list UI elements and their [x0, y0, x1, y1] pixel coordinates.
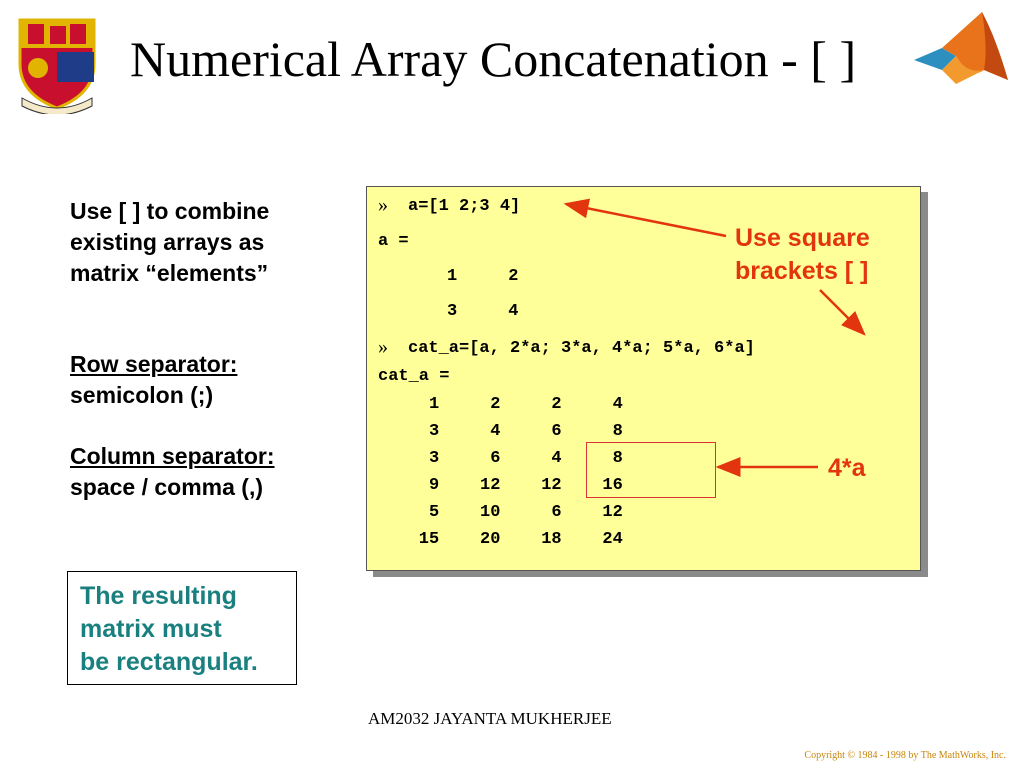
note-line-3: be rectangular.	[80, 648, 258, 676]
intro-line-1: Use [ ] to combine	[70, 198, 270, 224]
intro-line-2: existing arrays as	[70, 229, 265, 255]
row-separator-label: Row separator:	[70, 351, 238, 377]
callout-line-1: Use square	[735, 224, 870, 252]
output-cat-row: 1 2 2 4	[378, 395, 623, 414]
rectangular-note-box	[67, 571, 297, 685]
row-separator-text	[70, 349, 237, 411]
footer-author: AM2032 JAYANTA MUKHERJEE	[368, 709, 612, 728]
rectangular-note-text	[80, 580, 258, 679]
matlab-membrane-logo-icon	[912, 8, 1010, 98]
square-brackets-callout	[735, 222, 870, 288]
row-separator-value: semicolon (;)	[70, 382, 214, 408]
prompt-symbol-2: »	[378, 336, 388, 358]
output-a-row-2: 3 4	[447, 302, 519, 321]
intro-line-3: matrix “elements”	[70, 260, 269, 286]
output-label-cat-a: cat_a =	[378, 367, 450, 386]
column-separator-label: Column separator:	[70, 443, 275, 469]
prompt-symbol-1: »	[378, 194, 388, 216]
university-crest-icon	[14, 14, 100, 114]
command-line-1: a=[1 2;3 4]	[408, 197, 521, 216]
note-line-1: The resulting	[80, 582, 237, 610]
copyright-notice: Copyright © 1984 - 1998 by The MathWorks, Inc.	[804, 750, 1006, 761]
column-separator-text	[70, 441, 274, 503]
four-a-highlight-box	[586, 442, 716, 498]
output-a-row-1: 1 2	[447, 267, 519, 286]
output-label-a: a =	[378, 232, 409, 251]
output-cat-row: 9 12 12 16	[378, 476, 623, 495]
callout-line-2: brackets [ ]	[735, 257, 869, 285]
column-separator-value: space / comma (,)	[70, 474, 264, 500]
four-a-callout: 4*a	[828, 454, 866, 482]
output-cat-row: 15 20 18 24	[378, 530, 623, 549]
intro-text	[70, 196, 269, 289]
slide-title: Numerical Array Concatenation - [ ]	[130, 31, 857, 87]
output-cat-row: 5 10 6 12	[378, 503, 623, 522]
output-cat-row: 3 6 4 8	[378, 449, 623, 468]
command-line-2: cat_a=[a, 2*a; 3*a, 4*a; 5*a, 6*a]	[408, 339, 755, 358]
output-cat-row: 3 4 6 8	[378, 422, 623, 441]
note-line-2: matrix must	[80, 615, 222, 643]
